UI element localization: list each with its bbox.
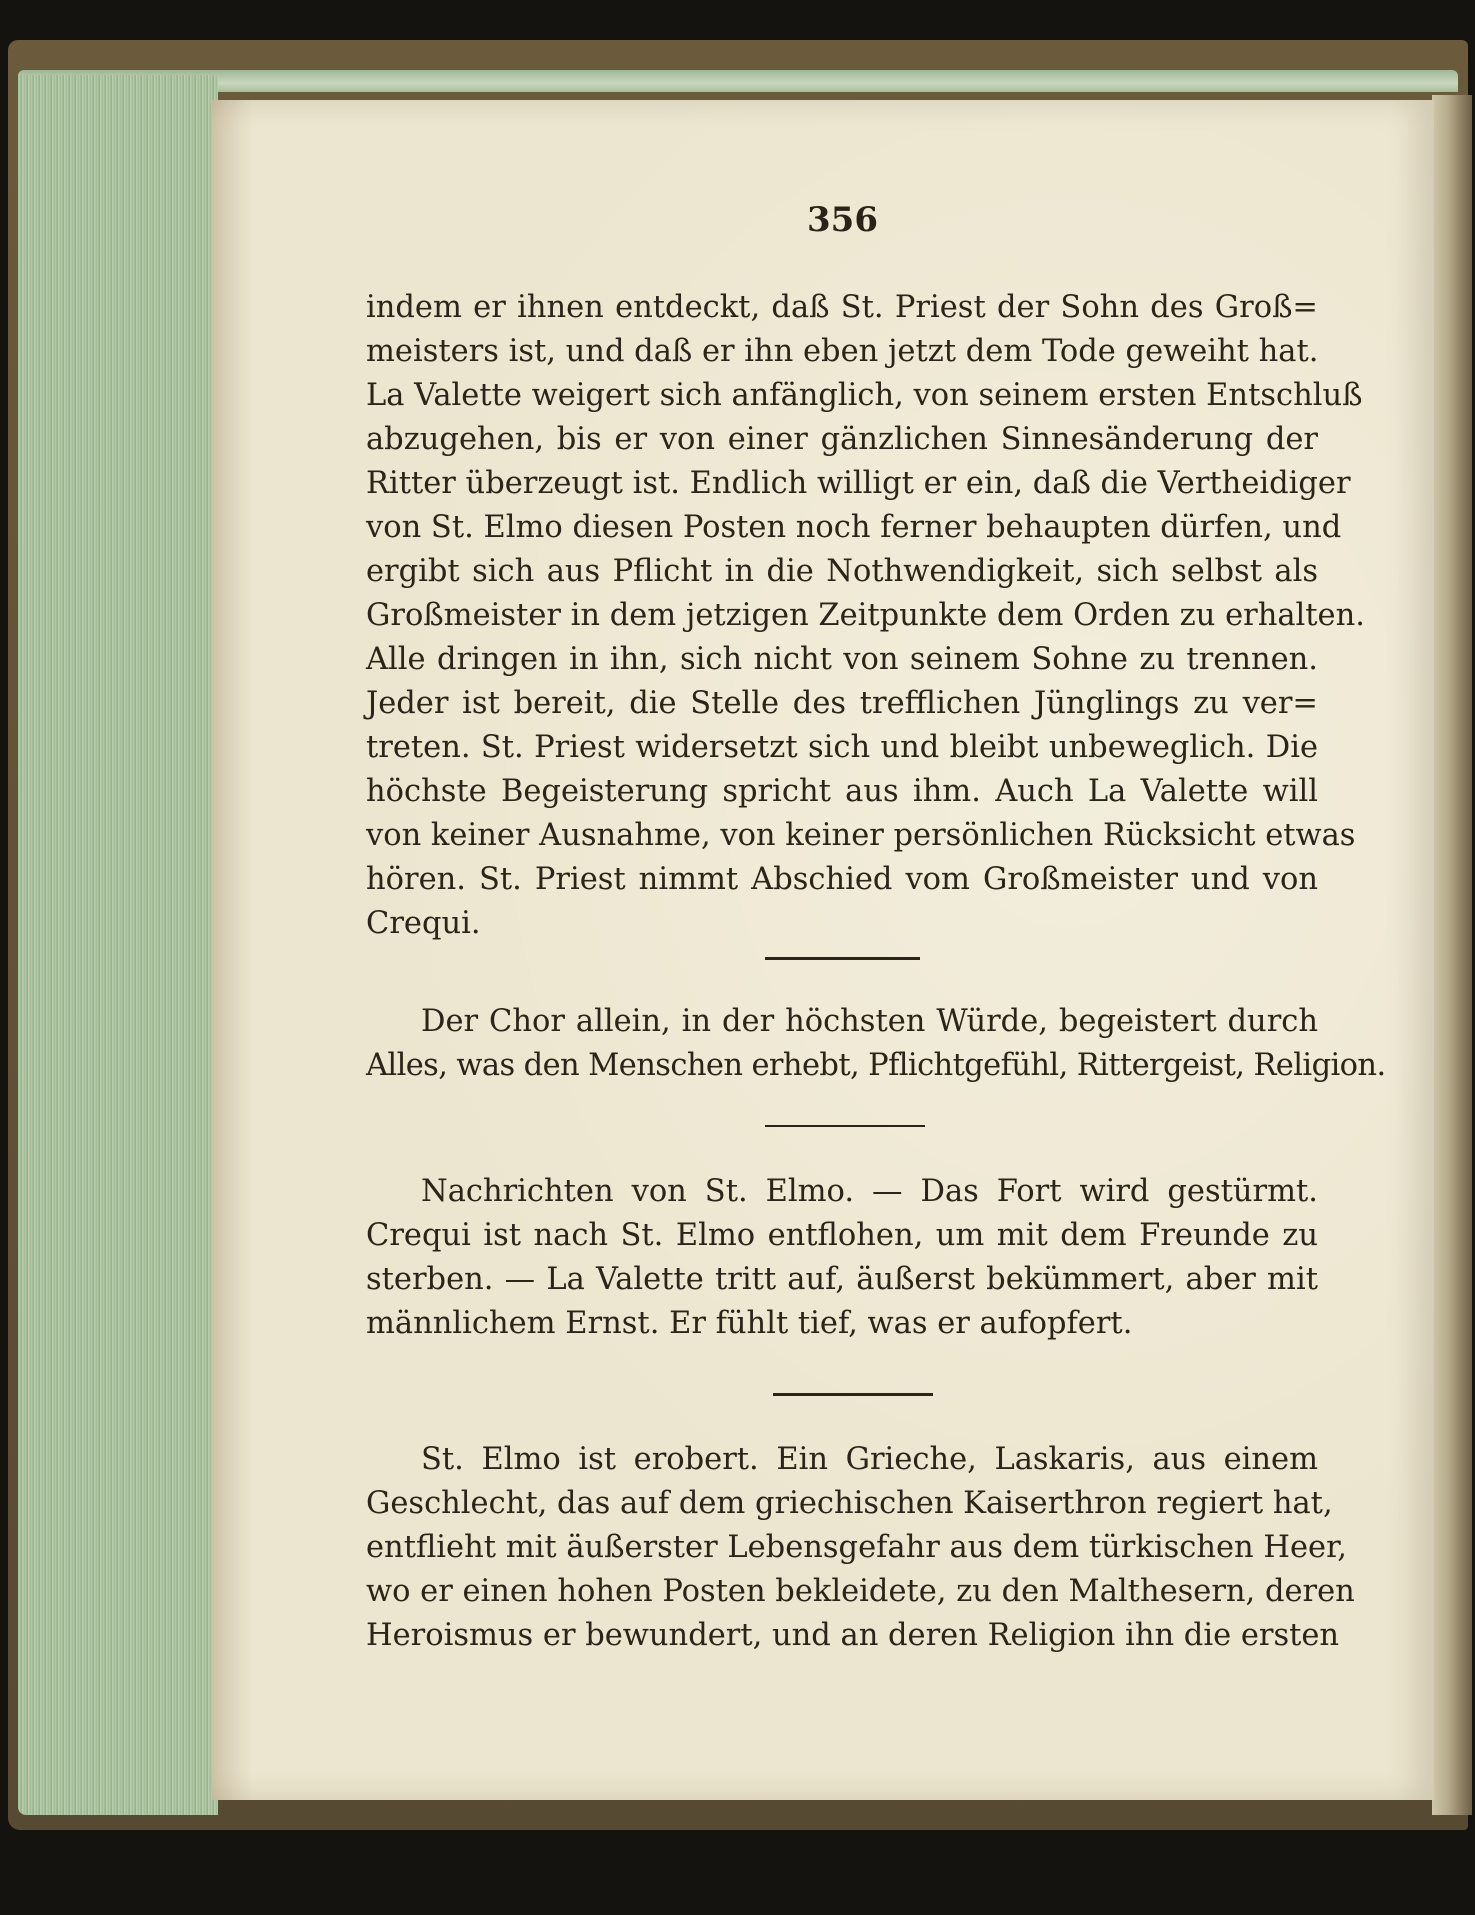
text-line: treten. St. Priest widersetzt sich und bleibt unbeweglich. Die <box>366 730 1318 765</box>
page-gutter-right <box>1432 95 1472 1815</box>
text-line: entflieht mit äußerster Lebensgefahr aus dem türkischen Heer, <box>366 1530 1347 1565</box>
text-line: Der Chor allein, in der höchsten Würde, begeistert durch <box>421 1004 1318 1039</box>
text-line: Nachrichten von St. Elmo. — Das Fort wird gestürmt. <box>421 1174 1318 1209</box>
paragraph-1 <box>366 286 1365 946</box>
text-line: Crequi. <box>366 906 481 941</box>
page-edges-stack <box>18 75 218 1815</box>
text-line: indem er ihnen entdeckt, daß St. Priest der Sohn des Groß= <box>366 290 1318 325</box>
text-line: meisters ist, und daß er ihn eben jetzt dem Tode geweiht hat. <box>366 334 1319 369</box>
section-divider <box>765 957 920 960</box>
text-line: ergibt sich aus Pflicht in die Nothwendigkeit, sich selbst als <box>366 554 1318 589</box>
page-number: 356 <box>807 200 878 240</box>
text-line: abzugehen, bis er von einer gänzlichen Sinnesänderung der <box>366 422 1318 457</box>
section-divider <box>765 1125 925 1127</box>
text-line: von keiner Ausnahme, von keiner persönlichen Rücksicht etwas <box>366 818 1356 853</box>
paragraph-2 <box>366 1000 1386 1088</box>
text-line: höchste Begeisterung spricht aus ihm. Auch La Valette will <box>366 774 1318 809</box>
section-divider <box>773 1393 933 1396</box>
text-line: Crequi ist nach St. Elmo entflohen, um mit dem Freunde zu <box>366 1218 1318 1253</box>
text-line: Heroismus er bewundert, und an deren Religion ihn die ersten <box>366 1618 1340 1653</box>
text-line: männlichem Ernst. Er fühlt tief, was er aufopfert. <box>366 1306 1133 1341</box>
text-line: Jeder ist bereit, die Stelle des trefflichen Jünglings zu ver= <box>366 686 1318 721</box>
text-line: sterben. — La Valette tritt auf, äußerst bekümmert, aber mit <box>366 1262 1318 1297</box>
text-line: hören. St. Priest nimmt Abschied vom Großmeister und von <box>366 862 1318 897</box>
page-edges-top <box>18 70 1458 92</box>
text-line: Ritter überzeugt ist. Endlich willigt er ein, daß die Vertheidiger <box>366 466 1351 501</box>
text-line: von St. Elmo diesen Posten noch ferner behaupten dürfen, und <box>366 510 1342 545</box>
text-line: Geschlecht, das auf dem griechischen Kaiserthron regiert hat, <box>366 1486 1333 1521</box>
paragraph-4 <box>366 1438 1355 1658</box>
text-line: La Valette weigert sich anfänglich, von seinem ersten Entschluß <box>366 378 1363 413</box>
text-line: Alles, was den Menschen erhebt, Pflichtgefühl, Rittergeist, Religion. <box>366 1048 1386 1083</box>
paragraph-3 <box>366 1170 1318 1346</box>
text-line: St. Elmo ist erobert. Ein Grieche, Laskaris, aus einem <box>421 1442 1318 1477</box>
text-line: wo er einen hohen Posten bekleidete, zu den Malthesern, deren <box>366 1574 1355 1609</box>
text-line: Großmeister in dem jetzigen Zeitpunkte dem Orden zu erhalten. <box>366 598 1365 633</box>
text-line: Alle dringen in ihn, sich nicht von seinem Sohne zu trennen. <box>366 642 1318 677</box>
